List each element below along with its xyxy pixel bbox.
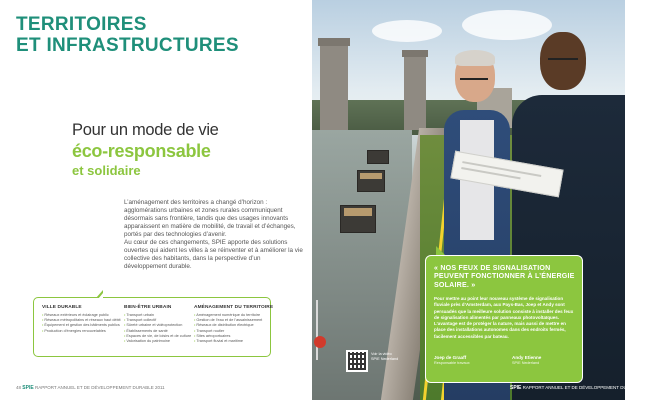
qr-caption bbox=[371, 352, 398, 362]
signature-andy bbox=[512, 355, 541, 365]
intro-paragraph-2: Au cœur de ces changements, SPIE apporte des solutions ouvertes qui aident les villes à se réinventer et à améliorer la vie collective des habitants, dans la perspective d’un développement durable. bbox=[124, 239, 303, 270]
theme-item: • Réseaux extérieurs et éclairage public bbox=[42, 313, 120, 318]
footer-left bbox=[16, 385, 165, 391]
theme-title: BIEN-ÊTRE URBAIN bbox=[124, 305, 172, 310]
theme-title: VILLE DURABLE bbox=[42, 305, 82, 310]
theme-column-bien-etre-urbain bbox=[124, 305, 202, 344]
section-title-line2: ET INFRASTRUCTURES bbox=[16, 35, 239, 56]
intro-text bbox=[124, 199, 304, 271]
theme-item: • Établissements de santé bbox=[124, 329, 202, 334]
headline-line3: et solidaire bbox=[72, 163, 141, 178]
theme-item: • Valorisation du patrimoine bbox=[124, 339, 202, 344]
theme-item: • Sites aéroportuaires bbox=[194, 334, 272, 339]
section-title bbox=[16, 14, 239, 56]
person-name: Joep de Graaff bbox=[434, 355, 467, 360]
theme-item: • Transport collectif bbox=[124, 318, 202, 323]
light-pole bbox=[316, 300, 318, 360]
headline bbox=[72, 121, 292, 178]
right-page-photo bbox=[312, 0, 659, 400]
person-role: Responsable travaux bbox=[434, 361, 470, 365]
section-title-line1: TERRITOIRES bbox=[16, 14, 147, 35]
life-buoy bbox=[314, 336, 326, 348]
theme-title: AMÉNAGEMENT DU TERRITOIRE bbox=[194, 305, 274, 310]
signature-joep bbox=[434, 355, 470, 365]
person-name: Andy Etienne bbox=[512, 355, 542, 360]
footer-brand: SPIE bbox=[22, 385, 34, 391]
quote-box bbox=[425, 255, 583, 383]
theme-item: • Espaces de vie, de loisirs et de culture bbox=[124, 334, 202, 339]
theme-item: • Production d’énergies renouvelables bbox=[42, 329, 120, 334]
qr-caption-line2: SPIE Nederland bbox=[371, 357, 399, 361]
footer-brand: SPIE bbox=[510, 385, 522, 391]
theme-item: • Aménagement numérique du territoire bbox=[194, 313, 272, 318]
person-role: SPIE Nederland bbox=[512, 361, 540, 365]
lock-tower-left bbox=[320, 40, 348, 130]
theme-column-ville-durable bbox=[42, 305, 120, 334]
theme-item: • Transport urbain bbox=[124, 313, 202, 318]
theme-item: • Gestion de l’eau et de l’assainissement bbox=[194, 318, 272, 323]
quote-body: Pour mettre au point leur nouveau système de signalisation fluviale près d’Amsterdam, aux Pays-Bas, Joep et Andy sont persuadés que la meilleure solution consiste à installer des feux de signalisation alimentés par panneaux photovoltaïques. L’avantage est de protéger la nature, mais aussi de mettre en place des installations autonomes dans des endroits fermés, facilement accessibles par bateau. bbox=[434, 296, 574, 339]
headline-line1: Pour un mode de vie bbox=[72, 121, 219, 139]
theme-item: • Équipement et gestion des bâtiments publics bbox=[42, 323, 120, 328]
theme-item: • Sûreté urbaine et vidéoprotection bbox=[124, 323, 202, 328]
page-number-left: 48 bbox=[16, 385, 22, 390]
lock-tower-right bbox=[404, 52, 426, 130]
themes-box bbox=[33, 297, 274, 357]
headline-line2: éco-responsable bbox=[72, 141, 211, 161]
intro-paragraph-1: L’aménagement des territoires a changé d’horizon : agglomérations urbaines et zones rurales communiquent désormais sans frontière, tandis que des usages innovants apparaissent en matière de mobilité, de travail et d’échanges, portés par des technologies d’avenir. bbox=[124, 199, 296, 238]
footer-report-title: RAPPORT ANNUEL ET DE DÉVELOPPEMENT DURABLE 2011 bbox=[34, 385, 165, 390]
theme-column-amenagement-territoire bbox=[194, 305, 272, 344]
qr-caption-line1: Voir la vidéo bbox=[371, 352, 392, 356]
footer-right bbox=[510, 385, 659, 391]
theme-item: • Transport fluvial et maritime bbox=[194, 339, 272, 344]
qr-code[interactable] bbox=[346, 350, 368, 372]
footer-report-title: RAPPORT ANNUEL ET DE DÉVELOPPEMENT DURABLE 2011 bbox=[522, 385, 653, 390]
page-number-right: 49 bbox=[653, 385, 659, 390]
theme-item: • Réseaux de distribution électrique bbox=[194, 323, 272, 328]
left-page bbox=[0, 0, 312, 400]
theme-item: • Transport routier bbox=[194, 329, 272, 334]
theme-item: • Réseaux métropolitains et réseaux haut débit bbox=[42, 318, 120, 323]
quote-title: « NOS FEUX DE SIGNALISATION PEUVENT FONCTIONNER À L’ÉNERGIE SOLAIRE. » bbox=[434, 264, 575, 289]
